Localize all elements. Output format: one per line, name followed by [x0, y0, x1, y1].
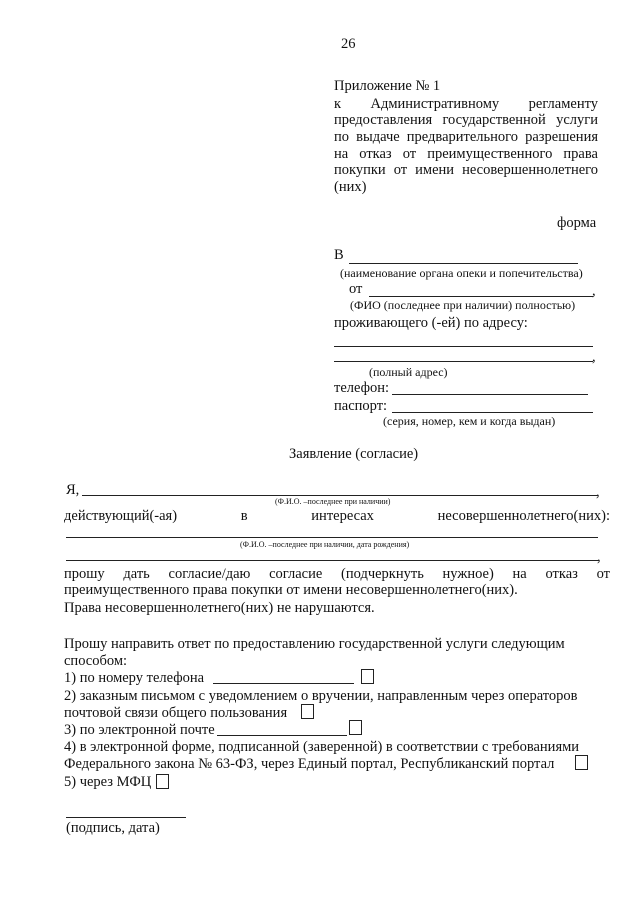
- option-phone-label: 1) по номеру телефона: [64, 670, 205, 686]
- option-electronic-checkbox[interactable]: [575, 755, 588, 770]
- acting-word: несовершеннолетнего(них):: [437, 508, 610, 524]
- option-email-checkbox[interactable]: [349, 720, 362, 735]
- request-word: отказ: [545, 566, 578, 582]
- minor-fio-line-2[interactable]: [66, 560, 598, 561]
- minor-fio-hint: (Ф.И.О. –последнее при наличии, дата рождения): [240, 540, 410, 549]
- acting-word: действующий(-ая): [64, 508, 178, 524]
- option-mail-line-1: 2) заказным письмом с уведомлением о вручении, направленным через операторов: [64, 688, 578, 704]
- option-phone-checkbox[interactable]: [361, 669, 374, 684]
- to-field-line[interactable]: [349, 263, 578, 264]
- from-comma: ,: [592, 283, 596, 299]
- request-line-1: [64, 566, 610, 582]
- request-word: дать: [123, 566, 150, 582]
- request-word: согласие: [269, 566, 323, 582]
- address-line-2[interactable]: [334, 361, 593, 362]
- appendix-word: государственной: [442, 112, 546, 128]
- appendix-word: разрешения: [525, 129, 598, 145]
- from-hint: (ФИО (последнее при наличии) полностью): [350, 298, 576, 312]
- appendix-line: [334, 129, 598, 145]
- option-electronic-line-2: Федерального закона № 63-ФЗ, через Единый портал, Республиканский портал: [64, 756, 555, 772]
- option-email-label: 3) по электронной почте: [64, 722, 215, 738]
- appendix-line: [334, 96, 598, 112]
- request-word: от: [596, 566, 610, 582]
- appendix-last-line: (них): [334, 179, 367, 195]
- rights-line: Права несовершеннолетнего(них) не нарушаются.: [64, 600, 375, 616]
- appendix-word: имени: [415, 162, 455, 178]
- signature-line[interactable]: [66, 817, 186, 818]
- form-label: форма: [557, 215, 597, 231]
- appendix-word: регламенту: [528, 96, 598, 112]
- passport-field-line[interactable]: [392, 412, 593, 413]
- appendix-line: [334, 146, 598, 162]
- option-mfc-label: 5) через МФЦ: [64, 774, 152, 790]
- option-electronic-line-1: 4) в электронной форме, подписанной (заверенной) в соответствии с требованиями: [64, 739, 580, 755]
- to-hint: (наименование органа опеки и попечительства): [340, 266, 583, 280]
- option-email-line[interactable]: [217, 735, 347, 736]
- i-prefix: Я,: [66, 482, 80, 498]
- appendix-word: услуги: [556, 112, 598, 128]
- appendix-title: Приложение № 1: [334, 78, 441, 94]
- option-mail-line-2: почтовой связи общего пользования: [64, 705, 288, 721]
- passport-label: паспорт:: [334, 398, 388, 414]
- applicant-fio-line[interactable]: [82, 495, 597, 496]
- appendix-word: несовершеннолетнего: [462, 162, 598, 178]
- address-comma: ,: [592, 349, 596, 365]
- page-number: 26: [341, 36, 356, 52]
- statement-title: Заявление (согласие): [289, 446, 419, 462]
- appendix-word: к: [334, 96, 342, 112]
- signature-hint: (подпись, дата): [66, 820, 160, 836]
- appendix-word: выдаче: [356, 129, 400, 145]
- passport-hint: (серия, номер, кем и когда выдан): [383, 414, 556, 428]
- request-word: согласие/даю: [168, 566, 251, 582]
- request-word: (подчеркнуть: [341, 566, 424, 582]
- appendix-word: отказ: [359, 146, 392, 162]
- appendix-word: Административному: [370, 96, 500, 112]
- from-field-line[interactable]: [369, 296, 593, 297]
- option-mfc-checkbox[interactable]: [156, 774, 169, 789]
- acting-word: в: [240, 508, 248, 524]
- phone-label: телефон:: [334, 380, 390, 396]
- option-mail-checkbox[interactable]: [301, 704, 314, 719]
- minor-comma: ,: [597, 549, 601, 565]
- appendix-word: от: [402, 146, 417, 162]
- to-prefix: В: [334, 247, 344, 263]
- address-line-1[interactable]: [334, 346, 593, 347]
- request-line-2: преимущественного права покупки от имени несовершеннолетнего(них).: [64, 582, 518, 598]
- appendix-word: на: [334, 146, 349, 162]
- option-phone-line[interactable]: [213, 683, 354, 684]
- minor-fio-line-1[interactable]: [66, 537, 598, 538]
- request-word: на: [512, 566, 527, 582]
- applicant-fio-hint: (Ф.И.О. –последнее при наличии): [275, 497, 391, 506]
- appendix-word: предварительного: [406, 129, 518, 145]
- request-word: прошу: [64, 566, 105, 582]
- from-prefix: от: [349, 281, 363, 297]
- appendix-word: от: [393, 162, 408, 178]
- acting-line: [64, 508, 610, 524]
- appendix-word: покупки: [334, 162, 386, 178]
- response-line-1: Прошу направить ответ по предоставлению государственной услуги следующим: [64, 636, 565, 652]
- request-word: нужное): [442, 566, 494, 582]
- i-comma: ,: [596, 484, 600, 500]
- appendix-word: преимущественного: [427, 146, 553, 162]
- residing-label: проживающего (-ей) по адресу:: [334, 315, 528, 331]
- appendix-line: [334, 162, 598, 178]
- response-line-2: способом:: [64, 653, 128, 669]
- appendix-line: [334, 112, 598, 128]
- acting-word: интересах: [311, 508, 374, 524]
- appendix-word: по: [334, 129, 350, 145]
- appendix-word: предоставления: [334, 112, 433, 128]
- appendix-word: права: [563, 146, 598, 162]
- phone-field-line[interactable]: [392, 394, 588, 395]
- address-hint: (полный адрес): [369, 365, 448, 379]
